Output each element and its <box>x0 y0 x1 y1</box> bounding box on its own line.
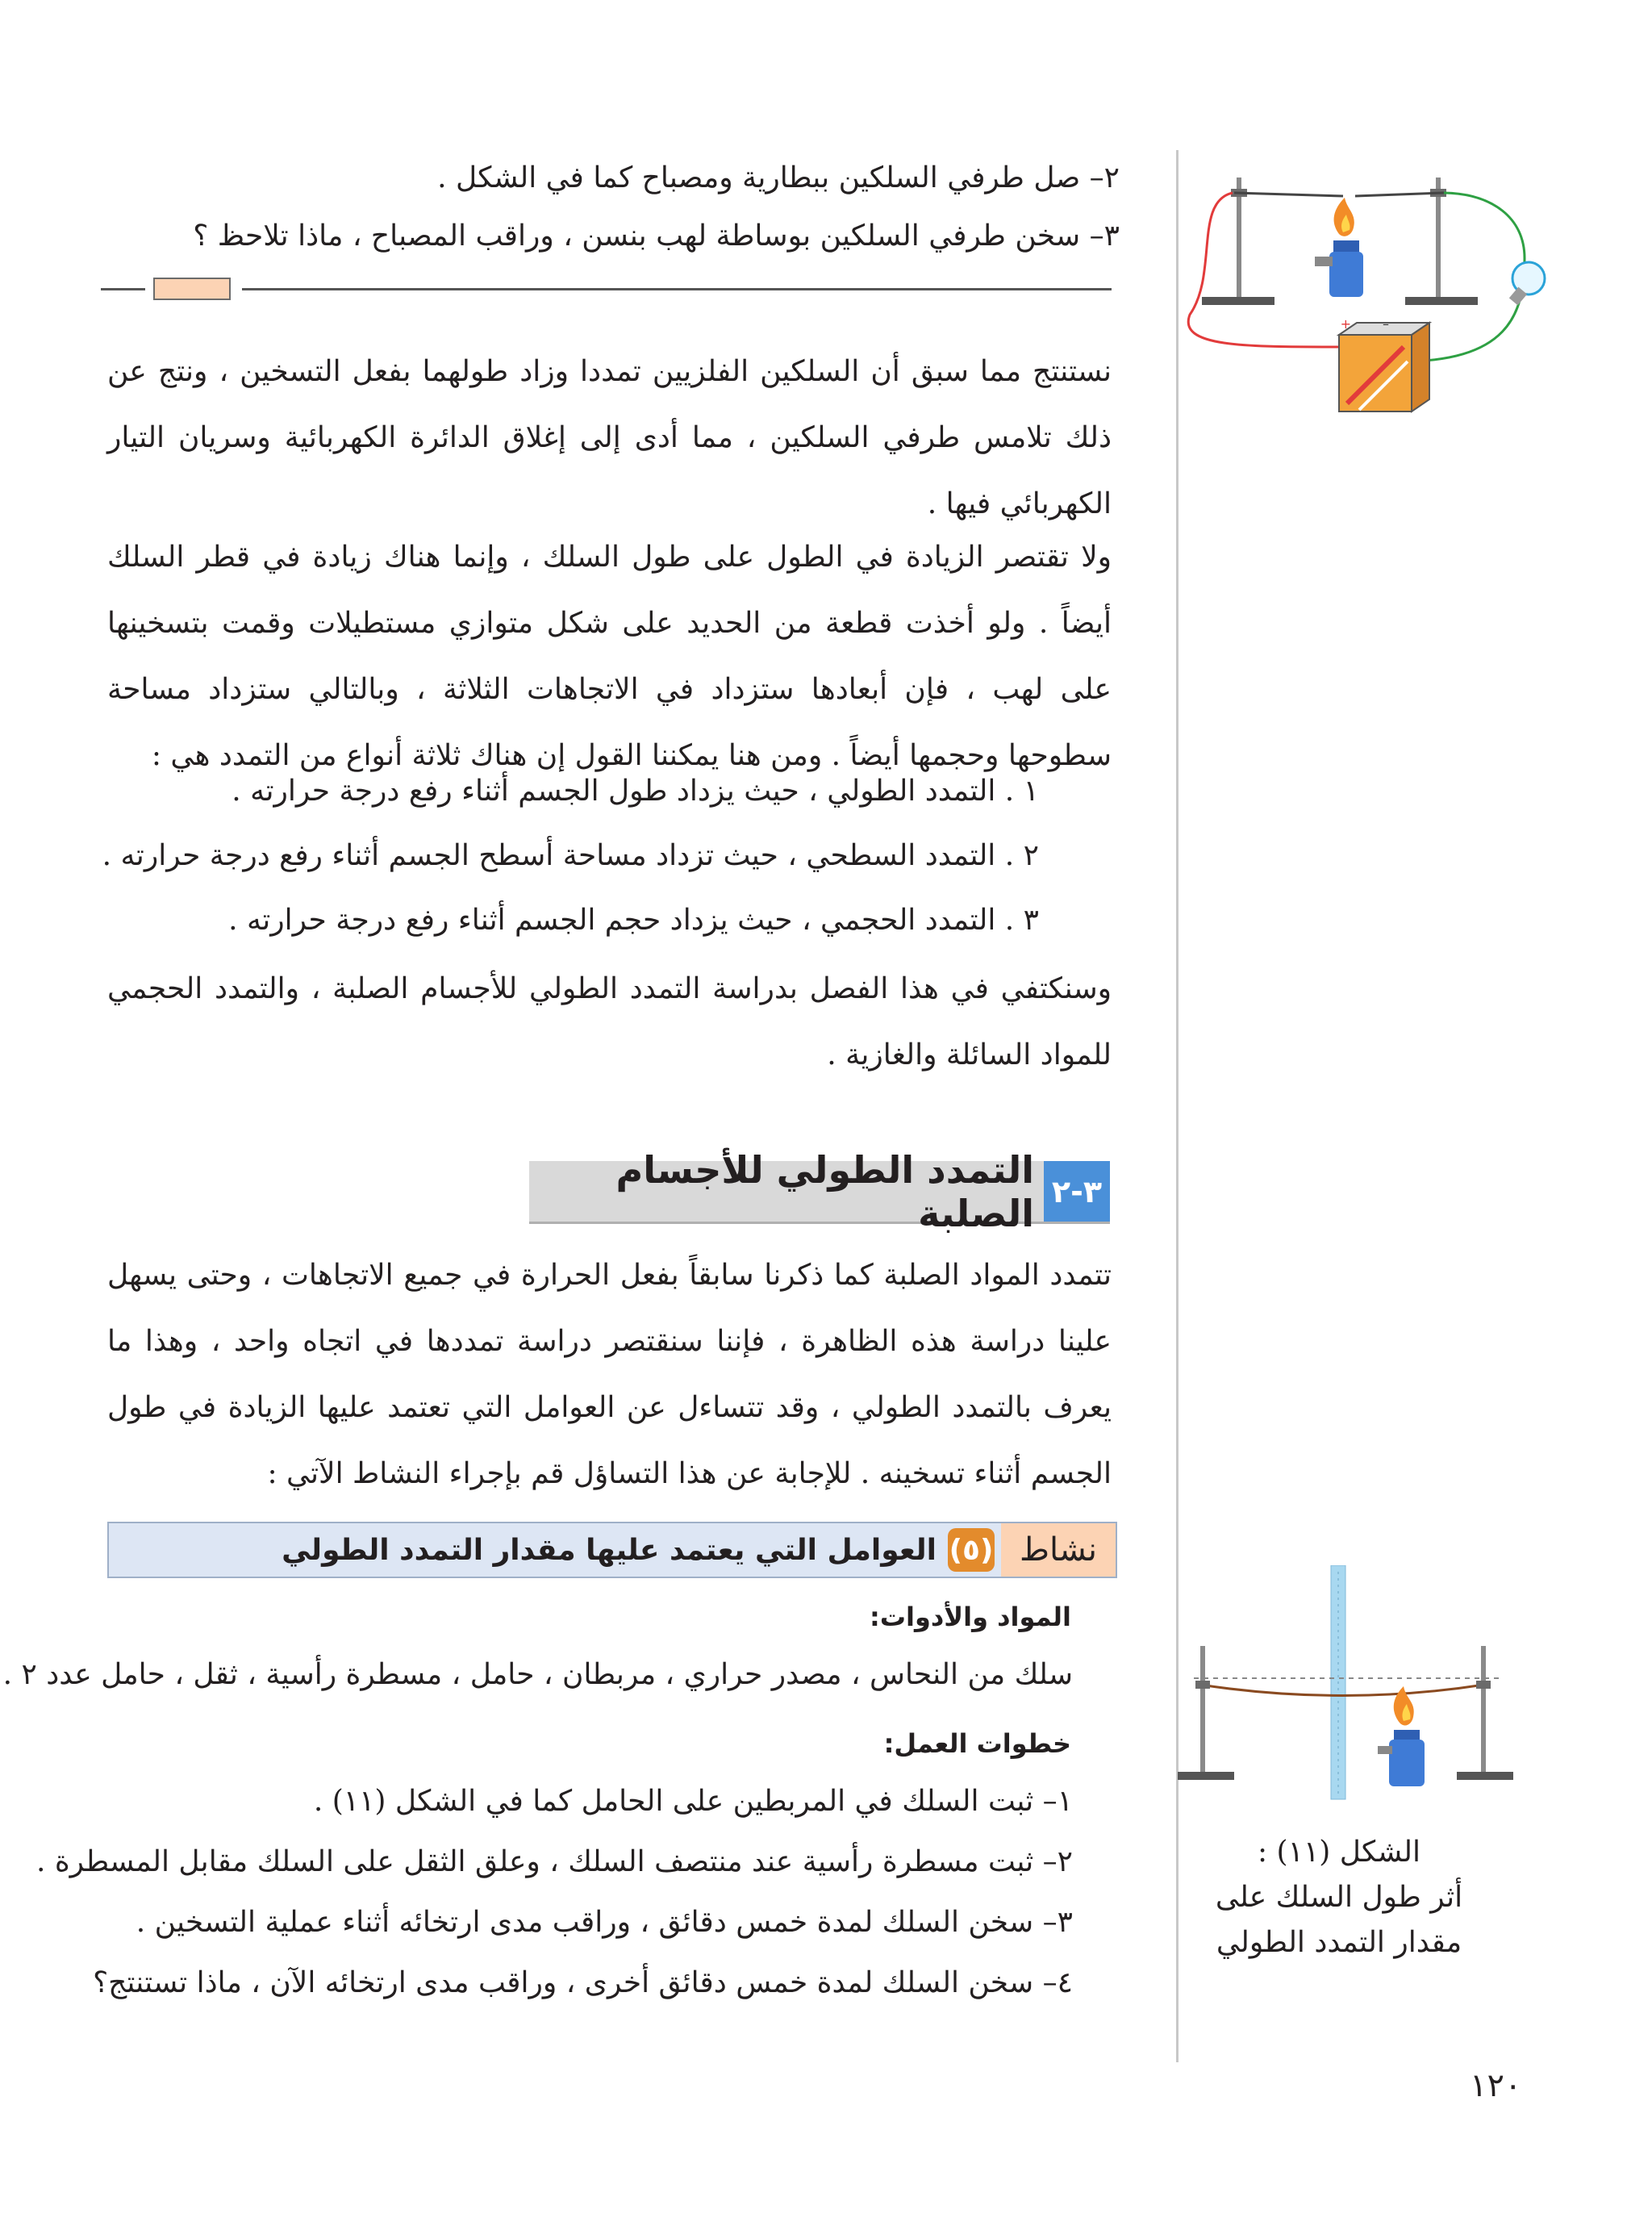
paragraph-chapter-scope: وسنكتفي في هذا الفصل بدراسة التمدد الطولي للأجسام الصلبة ، والتمدد الحجمي للمواد السائلة والغازية . <box>107 972 1112 1071</box>
procedure-step-4: ٤– سخن السلك لمدة خمس دقائق أخرى ، وراقب مدى ارتخائه الآن ، ماذا تستنتج؟ <box>93 1966 1073 1999</box>
activity-label: نشاط <box>1001 1523 1116 1577</box>
section-heading <box>529 1147 1110 1235</box>
figure-caption-line-1: الشكل (١١) : <box>1257 1836 1420 1869</box>
procedure-step-1: ١– ثبت السلك في المربطين على الحامل كما في الشكل (١١) . <box>313 1785 1073 1818</box>
battery-minus-sign: – <box>1383 316 1389 332</box>
paragraph-linear-expansion: تتمدد المواد الصلبة كما ذكرنا سابقاً بفعل الحرارة في جميع الاتجاهات ، وحتى يسهل علينا دراسة هذه الظاهرة ، فإننا سنقتصر دراسة تمددها في اتجاه واحد ، وهذا ما يعرف بالتمدد الطولي ، وقد تتساءل عن العوامل التي تعتمد عليها الزيادة في طول الجسم أثناء تسخينه . للإجابة عن هذا التساؤل قم بإجراء النشاط الآتي : <box>107 1259 1112 1490</box>
section-title: التمدد الطولي للأجسام الصلبة <box>615 1147 1034 1235</box>
materials-text: سلك من النحاس ، مصدر حراري ، مربطان ، حامل ، مسطرة رأسية ، ثقل ، حامل عدد ٢ . <box>2 1658 1073 1691</box>
divider-marker <box>153 278 231 300</box>
activity-heading <box>107 1522 1117 1578</box>
section-number: ٣-٢ <box>1044 1161 1110 1222</box>
activity-number: (٥) <box>948 1528 995 1572</box>
procedure-step-3: ٣– سخن السلك لمدة خمس دقائق ، وراقب مدى ارتخائه أثناء عملية التسخين . <box>136 1906 1073 1939</box>
wire-expansion-figure <box>1178 1565 1516 1807</box>
battery-plus-sign: + <box>1340 316 1351 332</box>
step-3-top: ٣– سخن طرفي السلكين بوساطة لهب بنسن ، وراقب المصباح ، ماذا تلاحظ ؟ <box>193 219 1120 253</box>
divider-right <box>242 288 1112 290</box>
activity-title: العوامل التي يعتمد عليها مقدار التمدد الطولي <box>282 1533 937 1567</box>
type-volume: ٣ . التمدد الحجمي ، حيث يزداد حجم الجسم أثناء رفع درجة حرارته . <box>228 904 1039 937</box>
paragraph-conclusion: نستنتج مما سبق أن السلكين الفلزيين تمددا وزاد طولهما بفعل التسخين ، ونتج عن ذلك تلامس طرفي السلكين ، مما أدى إلى إغلاق الدائرة الكهربائية وسريان التيار الكهربائي فيها . <box>107 355 1112 520</box>
procedure-heading: خطوات العمل: <box>883 1728 1071 1759</box>
figure-caption-line-2: أثر طول السلك على <box>1215 1881 1463 1914</box>
circuit-experiment-figure <box>1186 153 1557 444</box>
materials-heading: المواد والأدوات: <box>870 1602 1071 1632</box>
step-2-top: ٢– صل طرفي السلكين ببطارية ومصباح كما في الشكل . <box>437 161 1120 194</box>
type-linear: ١ . التمدد الطولي ، حيث يزداد طول الجسم أثناء رفع درجة حرارته . <box>232 775 1039 808</box>
figure-caption-line-3: مقدار التمدد الطولي <box>1216 1926 1462 1959</box>
type-surface: ٢ . التمدد السطحي ، حيث تزداد مساحة أسطح الجسم أثناء رفع درجة حرارته . <box>102 839 1039 872</box>
divider-left-short <box>101 288 145 290</box>
procedure-step-2: ٢– ثبت مسطرة رأسية عند منتصف السلك ، وعلق الثقل على السلك مقابل المسطرة . <box>35 1845 1073 1878</box>
page-number: ١٢٠ <box>1470 2067 1522 2104</box>
paragraph-expansion-types-intro: ولا تقتصر الزيادة في الطول على طول السلك ، وإنما هناك زيادة في قطر السلك أيضاً . ولو أخذت قطعة من الحديد على شكل متوازي مستطيلات وقمت بتسخينها على لهب ، فإن أبعادها ستزداد في الاتجاهات الثلاثة ، وبالتالي ستزداد مساحة سطوحها وحجمها أيضاً . ومن هنا يمكننا القول إن هناك ثلاثة أنواع من التمدد هي : <box>107 541 1112 772</box>
